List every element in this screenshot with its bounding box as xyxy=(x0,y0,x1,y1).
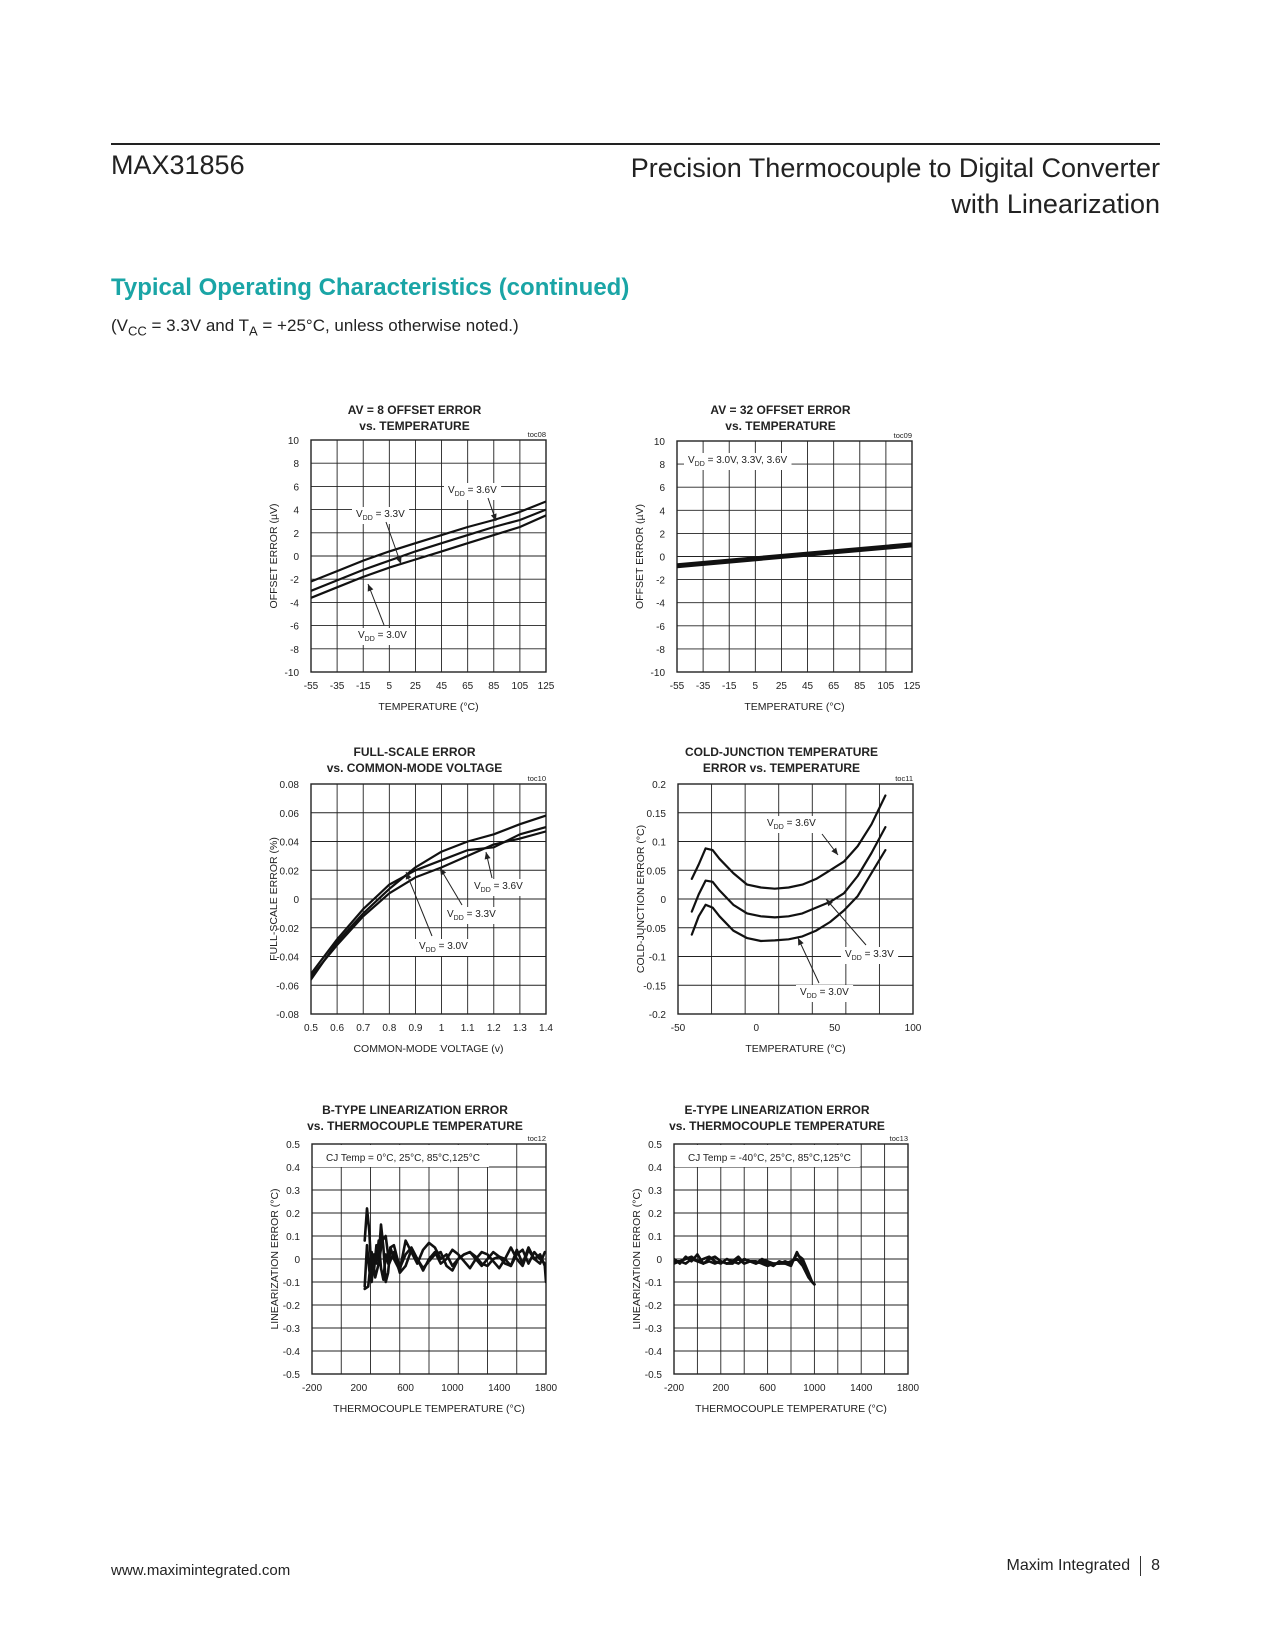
x-tick-label: 1000 xyxy=(441,1383,464,1394)
arrow-vdd-3-3v xyxy=(440,868,462,905)
annotation-vdd-3-6v-text: $V_{DD} = 3.6V$ xyxy=(448,485,497,498)
chart-title-line-2: vs. THERMOCOUPLE TEMPERATURE xyxy=(307,1119,523,1133)
y-tick-label: 0.15 xyxy=(646,808,666,820)
y-tick-label: 0.2 xyxy=(648,1209,662,1220)
annotation-vdd-3-3v xyxy=(841,947,898,964)
annotation-vdd-3-6v-text: $V_{DD} = 3.6V$ xyxy=(474,881,523,894)
test-conditions: ($V_{CC} = 3.3V$ and $T_A = +25^\circ C$, unless otherwise noted.) xyxy=(111,316,519,339)
arrow-vdd-3-3v-head xyxy=(440,868,446,876)
y-tick-label: 0.4 xyxy=(648,1163,662,1174)
y-tick-label: 8 xyxy=(659,460,665,472)
y-tick-label: 2 xyxy=(293,528,299,540)
x-axis-label: TEMPERATURE (°C) xyxy=(744,701,845,713)
y-tick-label: 0.05 xyxy=(646,866,666,878)
chart-av8-offset-error xyxy=(260,400,580,740)
y-tick-label: -10 xyxy=(650,668,665,679)
y-tick-label: -0.05 xyxy=(643,923,666,935)
annotation-vdd-3-0v xyxy=(796,985,853,1002)
chart-tag: toc10 xyxy=(527,774,546,783)
y-axis-label: FULL-SCALE ERROR (%) xyxy=(268,837,280,961)
chart-b-type-linearization xyxy=(260,1100,580,1440)
x-tick-label: -50 xyxy=(670,1023,686,1034)
y-tick-label: 0.1 xyxy=(286,1232,300,1243)
annotation-vdd-3-0v-text: $V_{DD} = 3.0V$ xyxy=(358,630,407,643)
annotation-vdd-3-3v xyxy=(352,507,409,524)
chart-full-scale-error xyxy=(260,742,580,1082)
x-tick-label: 65 xyxy=(462,681,474,692)
x-tick-label: 1000 xyxy=(803,1383,826,1394)
y-tick-label: 0.02 xyxy=(279,866,299,878)
y-tick-label: -0.02 xyxy=(276,923,299,935)
x-tick-label: -15 xyxy=(721,681,737,692)
x-axis-label: THERMOCOUPLE TEMPERATURE (°C) xyxy=(695,1403,887,1415)
chart-title-line-1: FULL-SCALE ERROR xyxy=(353,745,476,759)
y-tick-label: -4 xyxy=(290,598,299,610)
x-tick-label: -35 xyxy=(695,681,711,692)
annotation-vdd-3-0v xyxy=(415,939,472,956)
section-heading: Typical Operating Characteristics (continued) xyxy=(111,274,630,301)
y-tick-label: 0.3 xyxy=(286,1186,300,1197)
x-tick-label: 1 xyxy=(438,1023,445,1034)
arrow-vdd-3-0v xyxy=(368,584,384,625)
x-tick-label: 1800 xyxy=(534,1383,558,1394)
x-tick-label: 0.6 xyxy=(330,1023,345,1034)
y-tick-label: 10 xyxy=(287,436,299,447)
y-tick-label: -0.1 xyxy=(282,1278,300,1289)
x-tick-label: -200 xyxy=(663,1383,685,1394)
annotation-vdd-3-6v xyxy=(763,816,820,833)
x-tick-label: -200 xyxy=(301,1383,323,1394)
chart-title-line-1: E-TYPE LINEARIZATION ERROR xyxy=(684,1103,870,1117)
x-tick-label: 0.5 xyxy=(304,1023,318,1034)
annotation-vdd-3-3v-text: $V_{DD} = 3.3V$ xyxy=(447,909,496,922)
y-axis-label: LINEARIZATION ERROR (°C) xyxy=(269,1188,281,1330)
y-tick-label: -0.4 xyxy=(644,1347,662,1358)
chart-title-line-1: COLD-JUNCTION TEMPERATURE xyxy=(684,745,879,759)
x-tick-label: 1400 xyxy=(850,1383,873,1394)
y-tick-label: -6 xyxy=(290,621,299,633)
arrow-vdd-3-6v xyxy=(822,834,838,855)
arrow-vdd-3-0v-line xyxy=(406,872,432,936)
x-axis-label: COMMON-MODE VOLTAGE (v) xyxy=(353,1043,504,1055)
series-line-1 xyxy=(692,796,886,889)
chart-title-line-2: vs. TEMPERATURE xyxy=(725,419,836,433)
y-tick-label: -0.06 xyxy=(276,981,299,993)
y-tick-label: 0 xyxy=(293,895,299,906)
x-tick-label: 45 xyxy=(435,681,448,692)
x-tick-label: 85 xyxy=(488,681,500,692)
document-title xyxy=(460,150,1160,222)
y-tick-label: -0.2 xyxy=(648,1010,666,1021)
annotation-vdd-3-6v xyxy=(444,483,501,500)
annotation-vdd-3-6v xyxy=(470,879,527,896)
x-tick-label: 25 xyxy=(409,681,422,692)
chart-title-line-2: vs. COMMON-MODE VOLTAGE xyxy=(326,761,503,775)
y-tick-label: 0.1 xyxy=(652,837,666,849)
x-tick-label: 85 xyxy=(854,681,866,692)
y-tick-label: -8 xyxy=(290,644,299,656)
x-tick-label: 50 xyxy=(829,1023,841,1034)
y-tick-label: 0.2 xyxy=(652,780,666,791)
x-tick-label: 1.1 xyxy=(460,1023,475,1034)
y-tick-label: -2 xyxy=(290,575,299,587)
header-rule xyxy=(111,143,1160,145)
title-line-2: with Linearization xyxy=(951,189,1160,219)
y-axis-label: LINEARIZATION ERROR (°C) xyxy=(631,1188,643,1330)
chart-title-line-1: AV = 8 OFFSET ERROR xyxy=(347,403,482,417)
y-tick-label: 0.3 xyxy=(648,1186,662,1197)
y-tick-label: 0.4 xyxy=(286,1163,300,1174)
x-tick-label: 1800 xyxy=(896,1383,920,1394)
y-tick-label: -0.3 xyxy=(644,1324,662,1335)
y-tick-label: 0 xyxy=(659,552,665,564)
chart-e-type-linearization xyxy=(626,1100,946,1440)
chart-tag: toc11 xyxy=(895,774,913,783)
x-tick-label: 0.8 xyxy=(382,1023,397,1034)
annotation-cj-temp xyxy=(313,1145,489,1167)
y-axis-label: OFFSET ERROR (µV) xyxy=(268,503,280,609)
y-tick-label: -10 xyxy=(284,668,299,679)
footer-url[interactable]: www.maximintegrated.com xyxy=(111,1562,291,1579)
y-tick-label: -8 xyxy=(656,644,665,656)
x-tick-label: 1.3 xyxy=(512,1023,527,1034)
y-tick-label: -0.15 xyxy=(643,981,666,993)
y-tick-label: 0 xyxy=(660,895,666,906)
y-tick-label: 0.2 xyxy=(286,1209,300,1220)
x-tick-label: 1.2 xyxy=(486,1023,501,1034)
arrow-vdd-3-6v-head xyxy=(485,852,491,859)
y-tick-label: 6 xyxy=(659,483,665,495)
x-tick-label: 0.7 xyxy=(356,1023,371,1034)
chart-tag: toc12 xyxy=(527,1134,546,1143)
chart-title-line-2: vs. THERMOCOUPLE TEMPERATURE xyxy=(669,1119,885,1133)
y-tick-label: 10 xyxy=(653,437,665,448)
annotation-vdd-all xyxy=(684,453,792,470)
y-tick-label: -0.5 xyxy=(644,1370,662,1381)
y-tick-label: -0.1 xyxy=(644,1278,662,1289)
arrow-vdd-3-3v xyxy=(386,522,401,564)
x-tick-label: 45 xyxy=(801,681,814,692)
x-tick-label: 105 xyxy=(877,681,895,692)
x-axis-label: TEMPERATURE (°C) xyxy=(745,1043,846,1055)
chart-title-line-2: ERROR vs. TEMPERATURE xyxy=(702,761,861,775)
x-tick-label: 1400 xyxy=(488,1383,511,1394)
x-tick-label: 0 xyxy=(753,1023,760,1034)
y-tick-label: -0.5 xyxy=(282,1370,300,1381)
chart-tag: toc08 xyxy=(527,430,546,439)
x-tick-label: 600 xyxy=(759,1383,776,1394)
chart-title-line-2: vs. TEMPERATURE xyxy=(359,419,470,433)
y-tick-label: -6 xyxy=(656,621,665,633)
part-number: MAX31856 xyxy=(111,150,245,180)
y-tick-label: 0.5 xyxy=(648,1140,662,1151)
x-tick-label: 100 xyxy=(904,1023,922,1034)
title-line-1: Precision Thermocouple to Digital Converter xyxy=(630,153,1160,183)
footer-separator xyxy=(1140,1556,1141,1576)
chart-grid xyxy=(311,784,546,1014)
annotation-vdd-3-0v xyxy=(354,628,411,645)
chart-tag: toc13 xyxy=(889,1134,908,1143)
x-tick-label: 125 xyxy=(537,681,555,692)
x-tick-label: -35 xyxy=(329,681,345,692)
x-tick-label: 5 xyxy=(752,681,759,692)
annotation-cj-temp-text: CJ Temp = 0°C, 25°C, 85°C,125°C xyxy=(326,1153,480,1164)
annotation-vdd-3-0v-text: $V_{DD} = 3.0V$ xyxy=(800,987,849,1000)
chart-title-line-1: AV = 32 OFFSET ERROR xyxy=(710,403,851,417)
chart-cold-junction-error xyxy=(626,742,946,1082)
series-line-2 xyxy=(692,827,886,917)
x-tick-label: -15 xyxy=(355,681,371,692)
annotation-cj-temp-text: CJ Temp = -40°C, 25°C, 85°C,125°C xyxy=(688,1153,851,1164)
chart-av32-offset-error xyxy=(626,400,946,740)
y-axis-label: OFFSET ERROR (µV) xyxy=(634,503,646,610)
arrow-vdd-3-0v-head xyxy=(368,584,374,592)
y-tick-label: 4 xyxy=(293,505,299,517)
annotation-vdd-3-3v xyxy=(443,907,500,924)
series-line-1 xyxy=(311,502,546,582)
y-tick-label: 0.5 xyxy=(286,1140,300,1151)
x-tick-label: 200 xyxy=(712,1383,730,1394)
y-tick-label: 4 xyxy=(659,506,665,518)
x-tick-label: 200 xyxy=(350,1383,368,1394)
annotation-vdd-3-3v-text: $V_{DD} = 3.3V$ xyxy=(356,509,405,522)
footer-company: Maxim Integrated xyxy=(1006,1557,1131,1575)
annotation-vdd-3-3v-text: $V_{DD} = 3.3V$ xyxy=(845,949,894,962)
annotation-vdd-all-text: $V_{DD} = 3.0V$, 3.3V, 3.6V xyxy=(688,455,788,468)
y-tick-label: 0.1 xyxy=(648,1232,662,1243)
x-tick-label: -55 xyxy=(303,681,319,692)
y-tick-label: -0.2 xyxy=(282,1301,300,1312)
x-tick-label: 1.4 xyxy=(539,1023,553,1034)
y-tick-label: -2 xyxy=(656,575,665,587)
y-tick-label: -4 xyxy=(656,598,665,610)
y-tick-label: -0.3 xyxy=(282,1324,300,1335)
chart-tag: toc09 xyxy=(893,431,912,440)
arrow-vdd-3-0v-line xyxy=(798,938,819,983)
x-axis-label: TEMPERATURE (°C) xyxy=(378,701,479,713)
y-tick-label: 0 xyxy=(294,1255,300,1266)
annotation-vdd-3-0v-text: $V_{DD} = 3.0V$ xyxy=(419,941,468,954)
series-line-2 xyxy=(311,510,546,591)
series-line-1 xyxy=(677,545,912,566)
y-tick-label: 6 xyxy=(293,482,299,494)
arrow-vdd-3-6v-head xyxy=(831,848,838,855)
x-tick-label: -55 xyxy=(669,681,685,692)
y-tick-label: -0.2 xyxy=(644,1301,662,1312)
y-tick-label: 0.04 xyxy=(279,837,299,849)
y-tick-label: -0.1 xyxy=(648,952,666,964)
arrow-vdd-3-0v xyxy=(798,938,819,983)
series-line-3 xyxy=(311,515,546,597)
page-number: 8 xyxy=(1151,1557,1160,1575)
y-tick-label: 8 xyxy=(293,459,299,471)
y-tick-label: 0 xyxy=(293,552,299,563)
annotation-cj-temp xyxy=(675,1145,860,1167)
x-tick-label: 125 xyxy=(903,681,921,692)
x-tick-label: 600 xyxy=(397,1383,414,1394)
y-tick-label: -0.04 xyxy=(276,952,299,964)
y-tick-label: -0.4 xyxy=(282,1347,300,1358)
y-tick-label: 0.08 xyxy=(279,780,299,791)
y-tick-label: 0.06 xyxy=(279,808,299,820)
x-tick-label: 25 xyxy=(775,681,788,692)
y-axis-label: COLD-JUNCTION ERROR (°C) xyxy=(635,824,647,974)
footer-company-page xyxy=(1006,1556,1160,1576)
arrow-vdd-3-6v xyxy=(485,852,492,878)
arrow-vdd-3-0v xyxy=(406,872,432,936)
y-tick-label: -0.08 xyxy=(276,1010,299,1021)
x-tick-label: 65 xyxy=(828,681,840,692)
x-tick-label: 0.9 xyxy=(408,1023,423,1034)
chart-title-line-1: B-TYPE LINEARIZATION ERROR xyxy=(322,1103,508,1117)
y-tick-label: 2 xyxy=(659,529,665,541)
x-axis-label: THERMOCOUPLE TEMPERATURE (°C) xyxy=(333,1403,525,1415)
annotation-vdd-3-6v-text: $V_{DD} = 3.6V$ xyxy=(767,818,816,831)
x-tick-label: 5 xyxy=(386,681,393,692)
x-tick-label: 105 xyxy=(511,681,529,692)
y-tick-label: 0 xyxy=(656,1255,662,1266)
